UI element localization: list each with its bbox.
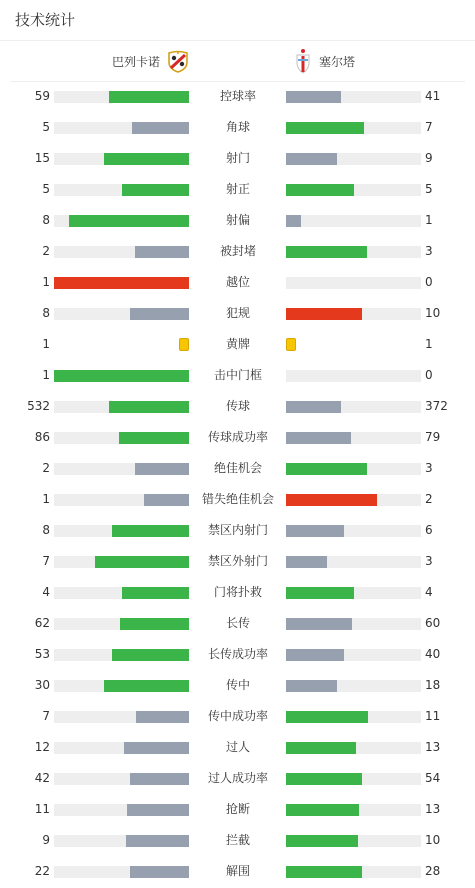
stat-label: 被封堵 xyxy=(219,244,256,258)
away-stat-bar-track xyxy=(286,91,421,103)
home-stat-bar-fill xyxy=(135,463,189,475)
stat-label: 传中 xyxy=(225,678,250,692)
home-stat-value: 5 xyxy=(42,182,50,196)
stats-list xyxy=(0,81,475,887)
home-stat-bar-track xyxy=(54,277,189,289)
away-stat-value: 11 xyxy=(425,709,441,723)
home-stat-value: 7 xyxy=(42,709,50,723)
home-stat-bar-fill xyxy=(144,494,189,506)
away-stat-bar-track xyxy=(286,680,421,692)
stat-label: 错失绝佳机会 xyxy=(201,492,274,506)
stat-row xyxy=(0,546,475,577)
away-stat-bar-fill xyxy=(286,215,301,227)
home-stat-bar-track xyxy=(54,308,189,320)
home-stat-bar-track xyxy=(54,835,189,847)
home-stat-bar-fill xyxy=(135,246,189,258)
home-stat-value: 5 xyxy=(42,120,50,134)
stat-row xyxy=(0,298,475,329)
stat-row xyxy=(0,174,475,205)
stat-label: 长传 xyxy=(225,616,250,630)
stat-label: 抢断 xyxy=(225,802,250,816)
home-stat-value: 2 xyxy=(42,244,50,258)
home-stat-bar-fill xyxy=(54,370,189,382)
home-team-crest-icon xyxy=(166,49,190,73)
home-stat-bar-track xyxy=(54,680,189,692)
page-title: 技术统计 xyxy=(15,11,76,29)
away-stat-bar-fill xyxy=(286,308,362,320)
stat-label: 拦截 xyxy=(225,833,250,847)
stat-row xyxy=(0,825,475,856)
home-stat-bar-track xyxy=(54,401,189,413)
home-stat-value: 1 xyxy=(42,368,50,382)
stat-row xyxy=(0,670,475,701)
home-stat-value: 42 xyxy=(34,771,50,785)
away-stat-bar-fill xyxy=(286,587,354,599)
stat-label: 传中成功率 xyxy=(207,709,268,723)
away-team-name: 塞尔塔 xyxy=(319,54,356,69)
stat-row xyxy=(0,329,475,360)
stat-label: 禁区外射门 xyxy=(207,554,268,568)
away-stat-value: 13 xyxy=(425,740,441,754)
home-stat-bar-track xyxy=(54,215,189,227)
stat-label: 角球 xyxy=(225,120,250,134)
home-stat-value: 30 xyxy=(34,678,50,692)
away-stat-value: 5 xyxy=(425,182,433,196)
stat-row xyxy=(0,143,475,174)
away-stat-value: 1 xyxy=(425,213,433,227)
stat-row xyxy=(0,360,475,391)
away-stat-bar-fill xyxy=(286,401,341,413)
away-stat-bar-track xyxy=(286,649,421,661)
home-stat-bar-fill xyxy=(130,773,189,785)
home-stat-bar-track xyxy=(54,370,189,382)
home-stat-bar-fill xyxy=(54,277,189,289)
away-stat-value: 54 xyxy=(425,771,441,785)
home-stat-value: 8 xyxy=(42,523,50,537)
away-stat-value: 3 xyxy=(425,244,433,258)
away-stat-bar-fill xyxy=(286,463,367,475)
away-stat-value: 6 xyxy=(425,523,433,537)
stat-label: 禁区内射门 xyxy=(207,523,268,537)
away-stat-bar-fill xyxy=(286,153,337,165)
stat-row xyxy=(0,112,475,143)
stat-label: 射门 xyxy=(225,151,250,165)
away-stat-value: 13 xyxy=(425,802,441,816)
away-stat-value: 40 xyxy=(425,647,441,661)
away-stat-bar-fill xyxy=(286,742,356,754)
away-stat-bar-track xyxy=(286,246,421,258)
home-stat-value: 1 xyxy=(42,275,50,289)
home-stat-value: 62 xyxy=(34,616,50,630)
stat-label: 犯规 xyxy=(225,306,250,320)
home-stat-bar-fill xyxy=(104,153,189,165)
home-stat-bar-track xyxy=(54,463,189,475)
stat-label: 过人成功率 xyxy=(207,771,268,785)
away-stat-bar-fill xyxy=(286,618,352,630)
home-stat-bar-fill xyxy=(109,91,189,103)
away-stat-bar-track xyxy=(286,122,421,134)
stat-row xyxy=(0,453,475,484)
away-stat-bar-track xyxy=(286,153,421,165)
away-stat-value: 41 xyxy=(425,89,441,103)
home-stat-value: 9 xyxy=(42,833,50,847)
away-stat-bar-fill xyxy=(286,711,368,723)
away-stat-value: 0 xyxy=(425,368,433,382)
stat-label: 黄牌 xyxy=(225,337,250,351)
away-stat-bar-track xyxy=(286,432,421,444)
home-stat-value: 86 xyxy=(34,430,50,444)
away-stat-value: 10 xyxy=(425,833,441,847)
stat-row xyxy=(0,732,475,763)
away-stat-bar-track xyxy=(286,804,421,816)
stat-row xyxy=(0,81,475,112)
home-stat-bar-fill xyxy=(122,184,190,196)
home-stat-bar-track xyxy=(54,246,189,258)
stat-label: 过人 xyxy=(225,740,250,754)
stat-label: 门将扑救 xyxy=(213,585,262,599)
home-stat-bar-fill xyxy=(120,618,189,630)
home-stat-bar-fill xyxy=(130,308,189,320)
home-team-name: 巴列卡诺 xyxy=(112,54,161,69)
home-stat-bar-track xyxy=(54,556,189,568)
away-stat-value: 1 xyxy=(425,337,433,351)
home-stat-bar-track xyxy=(54,587,189,599)
stat-label: 射正 xyxy=(225,182,250,196)
away-stat-value: 9 xyxy=(425,151,433,165)
home-stat-bar-track xyxy=(54,122,189,134)
away-stat-bar-track xyxy=(286,215,421,227)
home-stat-value: 8 xyxy=(42,306,50,320)
away-stat-bar-track xyxy=(286,525,421,537)
home-stat-value: 1 xyxy=(42,337,50,351)
stat-label: 击中门框 xyxy=(213,368,262,382)
away-stat-bar-track xyxy=(286,587,421,599)
home-stat-value: 2 xyxy=(42,461,50,475)
stat-row xyxy=(0,515,475,546)
stat-row xyxy=(0,701,475,732)
stat-label: 绝佳机会 xyxy=(213,461,262,475)
stat-row xyxy=(0,608,475,639)
home-stat-value: 7 xyxy=(42,554,50,568)
away-stat-bar-fill xyxy=(286,432,351,444)
stat-row xyxy=(0,422,475,453)
away-stat-bar-fill xyxy=(286,835,358,847)
home-stat-bar-track xyxy=(54,742,189,754)
stat-label: 越位 xyxy=(225,275,250,289)
home-stat-value: 1 xyxy=(42,492,50,506)
away-stat-value: 28 xyxy=(425,864,441,878)
stat-row xyxy=(0,577,475,608)
home-stat-bar-fill xyxy=(126,835,189,847)
home-stat-value: 12 xyxy=(34,740,50,754)
stat-row xyxy=(0,856,475,887)
away-stat-bar-track xyxy=(286,370,421,382)
home-stat-bar-fill xyxy=(112,649,189,661)
stat-label: 控球率 xyxy=(219,89,256,103)
away-stat-bar-fill xyxy=(286,494,377,506)
home-stat-value: 11 xyxy=(34,802,50,816)
home-stat-bar-fill xyxy=(69,215,189,227)
away-stat-value: 372 xyxy=(425,399,448,413)
away-stat-bar-track xyxy=(286,277,421,289)
home-stat-value: 53 xyxy=(34,647,50,661)
home-stat-value: 8 xyxy=(42,213,50,227)
away-stat-bar-track xyxy=(286,556,421,568)
home-stat-bar-fill xyxy=(95,556,190,568)
stat-row xyxy=(0,267,475,298)
stat-row xyxy=(0,639,475,670)
stat-row xyxy=(0,794,475,825)
stat-row xyxy=(0,236,475,267)
home-stat-bar-fill xyxy=(119,432,189,444)
away-stat-bar-fill xyxy=(286,680,337,692)
away-stat-bar-fill xyxy=(286,649,344,661)
home-stat-bar-track xyxy=(54,773,189,785)
stat-row xyxy=(0,391,475,422)
away-stat-bar-fill xyxy=(286,804,359,816)
away-stat-value: 2 xyxy=(425,492,433,506)
home-stat-bar-track xyxy=(54,618,189,630)
home-stat-value: 22 xyxy=(34,864,50,878)
header-divider xyxy=(0,40,475,41)
away-stat-value: 7 xyxy=(425,120,433,134)
away-stat-bar-track xyxy=(286,463,421,475)
home-stat-bar-track xyxy=(54,184,189,196)
away-stat-bar-track xyxy=(286,308,421,320)
home-stat-bar-fill xyxy=(130,866,189,878)
away-stat-bar-track xyxy=(286,866,421,878)
away-stat-bar-track xyxy=(286,184,421,196)
home-stat-bar-fill xyxy=(122,587,190,599)
away-stat-bar-track xyxy=(286,494,421,506)
home-stat-value: 532 xyxy=(27,399,50,413)
away-stat-bar-track xyxy=(286,742,421,754)
stat-row xyxy=(0,484,475,515)
home-stat-bar-fill xyxy=(124,742,189,754)
away-stat-value: 3 xyxy=(425,554,433,568)
home-stat-bar-track xyxy=(54,494,189,506)
home-stat-bar-fill xyxy=(112,525,189,537)
away-team-crest-icon xyxy=(293,48,313,74)
away-stat-bar-fill xyxy=(286,184,354,196)
away-stat-bar-fill xyxy=(286,122,364,134)
stat-row xyxy=(0,205,475,236)
away-stat-value: 60 xyxy=(425,616,441,630)
home-stat-bar-track xyxy=(54,711,189,723)
home-stat-bar-track xyxy=(54,649,189,661)
home-stat-bar-fill xyxy=(127,804,189,816)
stat-label: 解围 xyxy=(225,864,250,878)
home-stat-value: 15 xyxy=(34,151,50,165)
home-stat-bar-track xyxy=(54,866,189,878)
away-stat-bar-fill xyxy=(286,91,341,103)
away-yellow-card-icon xyxy=(286,338,296,351)
home-stat-value: 59 xyxy=(34,89,50,103)
home-stat-value: 4 xyxy=(42,585,50,599)
away-stat-value: 4 xyxy=(425,585,433,599)
stat-label: 长传成功率 xyxy=(207,647,268,661)
stat-label: 传球 xyxy=(225,399,250,413)
away-stat-value: 10 xyxy=(425,306,441,320)
away-stat-bar-fill xyxy=(286,556,327,568)
away-stat-bar-track xyxy=(286,401,421,413)
home-stat-bar-fill xyxy=(132,122,189,134)
away-stat-value: 79 xyxy=(425,430,441,444)
home-yellow-card-icon xyxy=(179,338,189,351)
home-stat-bar-fill xyxy=(104,680,189,692)
stat-row xyxy=(0,763,475,794)
home-stat-bar-fill xyxy=(109,401,189,413)
away-stat-value: 18 xyxy=(425,678,441,692)
away-stat-bar-track xyxy=(286,711,421,723)
away-stat-value: 3 xyxy=(425,461,433,475)
home-stat-bar-track xyxy=(54,153,189,165)
home-team-header xyxy=(112,48,190,74)
home-stat-bar-track xyxy=(54,432,189,444)
home-stat-bar-fill xyxy=(136,711,189,723)
away-team-header xyxy=(293,48,355,74)
away-stat-bar-fill xyxy=(286,866,362,878)
away-stat-bar-fill xyxy=(286,773,362,785)
away-stat-bar-track xyxy=(286,618,421,630)
away-stat-bar-fill xyxy=(286,246,367,258)
home-stat-bar-track xyxy=(54,91,189,103)
away-stat-value: 0 xyxy=(425,275,433,289)
away-stat-bar-fill xyxy=(286,525,344,537)
stat-label: 传球成功率 xyxy=(207,430,268,444)
away-stat-bar-track xyxy=(286,835,421,847)
home-stat-bar-track xyxy=(54,525,189,537)
stat-label: 射偏 xyxy=(225,213,250,227)
away-stat-bar-track xyxy=(286,773,421,785)
home-stat-bar-track xyxy=(54,804,189,816)
